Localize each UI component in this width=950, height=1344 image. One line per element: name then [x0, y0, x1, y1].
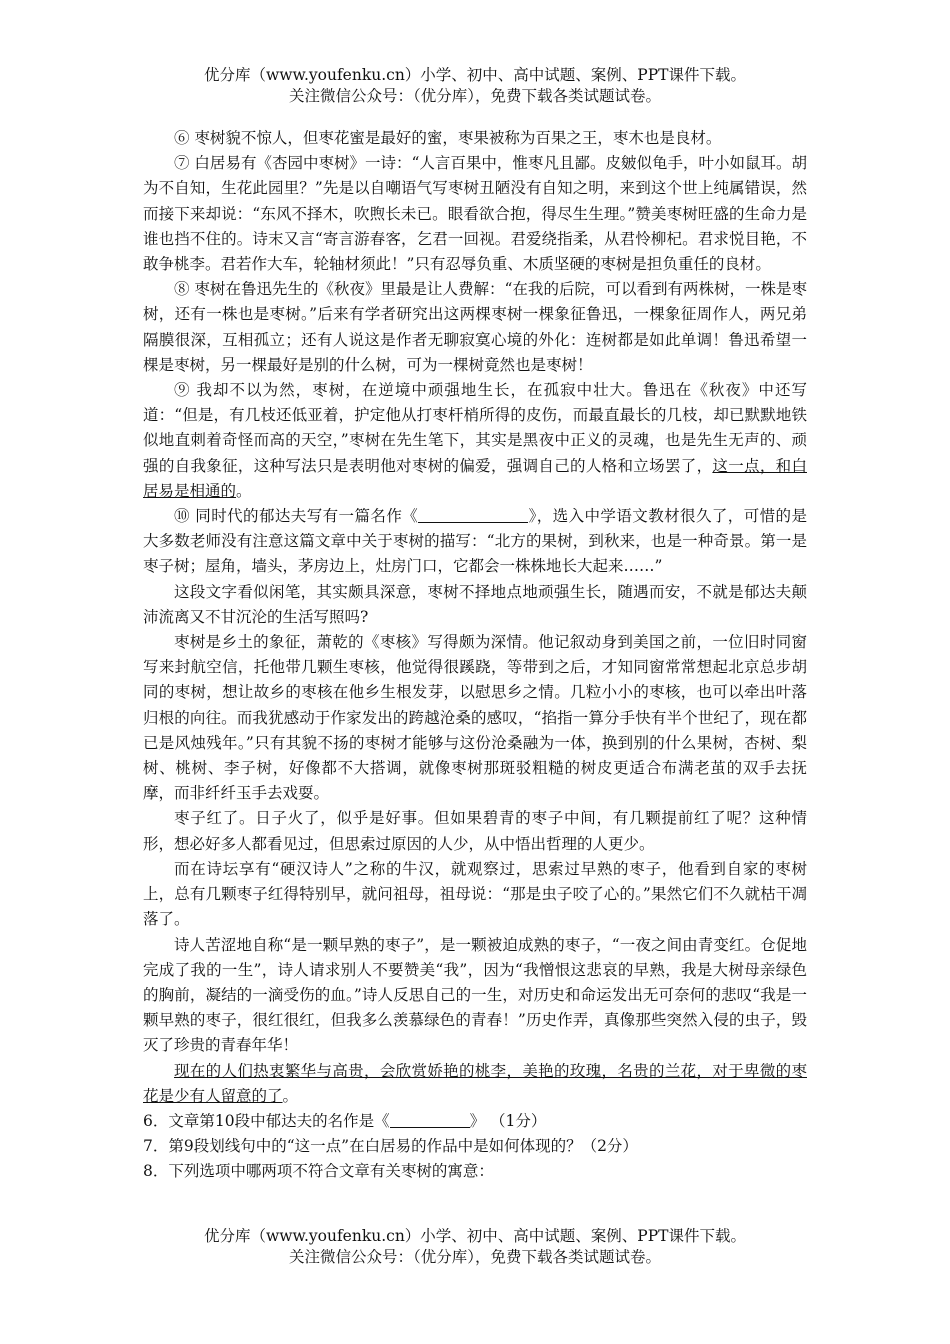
paragraph-9-end: 。 — [236, 481, 252, 500]
paragraph-10-rest: 》，选入中学语文教材很久了，可惜的是大多数老师没有注意这篇文章中关于枣树的描写：“北方的果树，到秋来，也是一种奇景。第一是枣子树；屋角，墙头，茅房边上，灶房门口，它都会一株株地长大起来……” — [143, 507, 807, 576]
paragraph-16 — [143, 1059, 807, 1109]
paragraph-6: ⑥ 枣树貌不惊人，但枣花蜜是最好的蜜，枣果被称为百果之王，枣木也是良材。 — [174, 129, 722, 147]
page-header — [0, 65, 950, 107]
paragraph-9-underlined-sentence: 这一点，和白居易是相通的 — [143, 456, 807, 500]
paragraph-12: 枣树是乡土的象征，萧乾的《枣核》写得颇为深情。他记叙动身到美国之前，一位旧时同窗写来封航空信，托他带几颗生枣核，他觉得很蹊跷，等带到之后，才知同窗常常想起北京总步胡同的枣树，想让故乡的枣核在他乡生根发芽，以慰思乡之情。几粒小小的枣核，也可以牵出叶落归根的向往。而我犹感动于作家发出的跨越沧桑的感叹，“掐指一算分手快有半个世纪了，现在都已是风烛残年。”只有其貌不扬的枣树才能够与这份沧桑融为一体，换到别的什么果树，杏树、梨树、桃树、李子树，好像都不大搭调，就像枣树那斑驳粗糙的树皮更适合布满老茧的双手去抚摩，而非纤纤玉手去戏耍。 — [143, 633, 807, 803]
question-8: 8．下列选项中哪两项不符合文章有关枣树的寓意： — [143, 1162, 494, 1181]
paragraph-13: 枣子红了。日子火了，似乎是好事。但如果碧青的枣子中间，有几颗提前红了呢？这种情形，想必好多人都看见过，但思索过原因的人少，从中悟出哲理的人更少。 — [143, 809, 807, 853]
title-blank — [418, 507, 528, 524]
question-6-end: 》 （1分） — [469, 1111, 547, 1130]
paragraph-9-text: ⑨ 我却不以为然，枣树，在逆境中顽强地生长，在孤寂中壮大。鲁迅在《秋夜》中还写道：“但是，有几枝还低亚着，护定他从打枣杆梢所得的皮伤，而最直最长的几枝，却已默默地铁似地直刺着奇怪而高的天空，”枣树在先生笔下，其实是黑夜中正义的灵魂，也是先生无声的、顽强的自我象征，这种写法只是表明他对枣树的偏爱，强调自己的人格和立场罢了， — [143, 381, 807, 475]
paragraph-8: ⑧ 枣树在鲁迅先生的《秋夜》里最是让人费解：“在我的后院，可以看到有两株树，一株是枣树，还有一株也是枣树。”后来有学者研究出这两棵枣树一棵象征鲁迅，一棵象征周作人，两兄弟隔膜很深，互相孤立；还有人说这是作者无聊寂寞心境的外化：连树都是如此单调！鲁迅希望一棵是枣树，另一棵最好是别的什么树，可为一棵树竟然也是枣树！ — [143, 280, 807, 374]
paragraph-9 — [143, 378, 807, 504]
footer-line-2: 关注微信公众号：（优分库），免费下载各类试题试卷。 — [288, 1248, 661, 1266]
paragraph-16-end: 。 — [282, 1086, 299, 1105]
page-footer — [0, 1226, 950, 1268]
paragraph-10 — [143, 504, 807, 580]
article-body — [143, 126, 807, 1185]
question-7: 7．第9段划线句中的“这一点”在白居易的作品中是如何体现的？（2分） — [143, 1137, 638, 1156]
question-6 — [143, 1109, 807, 1134]
paragraph-16-underlined-sentence: 现在的人们热衷繁华与高贵，会欣赏娇艳的桃李，美艳的玫瑰，名贵的兰花，对于卑微的枣花是少有人留意的了 — [143, 1061, 807, 1105]
paragraph-14: 而在诗坛享有“硬汉诗人”之称的牛汉，就观察过，思索过早熟的枣子，他看到自家的枣树上，总有几颗枣子红得特别早，就问祖母，祖母说：“那是虫子咬了心的。”果然它们不久就枯干凋落了。 — [143, 859, 807, 929]
paragraph-7: ⑦ 白居易有《杏园中枣树》一诗：“人言百果中，惟枣凡且鄙。皮皴似龟手，叶小如鼠耳。胡为不自知，生花此园里？”先是以自嘲语气写枣树丑陋没有自知之明，来到这个世上纯属错误，然而接下来却说：“东风不择木，吹煦长未已。眼看欲合抱，得尽生生理。”赞美枣树旺盛的生命力是谁也挡不住的。诗末又言“寄言游春客，乞君一回视。君爱绕指柔，从君怜柳杞。君求悦目艳，不敢争桃李。君若作大车，轮轴材须此！”只有忍辱负重、木质坚硬的枣树是担负重任的良材。 — [143, 154, 807, 274]
paragraph-10-start: ⑩ 同时代的郁达夫写有一篇名作《 — [174, 507, 419, 526]
header-line-1: 优分库（www.youfenku.cn）小学、初中、高中试题、案例、PPT课件下载。 — [203, 66, 747, 84]
answer-blank[interactable] — [390, 1111, 470, 1128]
header-line-2: 关注微信公众号：（优分库），免费下载各类试题试卷。 — [288, 87, 661, 105]
footer-line-1: 优分库（www.youfenku.cn）小学、初中、高中试题、案例、PPT课件下载。 — [203, 1227, 747, 1245]
paragraph-11: 这段文字看似闲笔，其实颇具深意，枣树不择地点地顽强生长，随遇而安，不就是郁达夫颠沛流离又不甘沉沦的生活写照吗? — [143, 582, 807, 626]
paragraph-15: 诗人苦涩地自称“是一颗早熟的枣子”，是一颗被迫成熟的枣子，“一夜之间由青变红。仓促地完成了我的一生”，诗人请求别人不要赞美“我”，因为“我憎恨这悲哀的早熟，我是大树母亲绿色的胸前，凝结的一滴受伤的血。”诗人反思自己的一生，对历史和命运发出无可奈何的悲叹“我是一颗早熟的枣子，很红很红，但我多么羡慕绿色的青春！”历史作弄，真像那些突然入侵的虫子，毁灭了珍贵的青春年华！ — [143, 935, 807, 1055]
question-6-start: 6．文章第10段中郁达夫的名作是《 — [143, 1111, 390, 1130]
